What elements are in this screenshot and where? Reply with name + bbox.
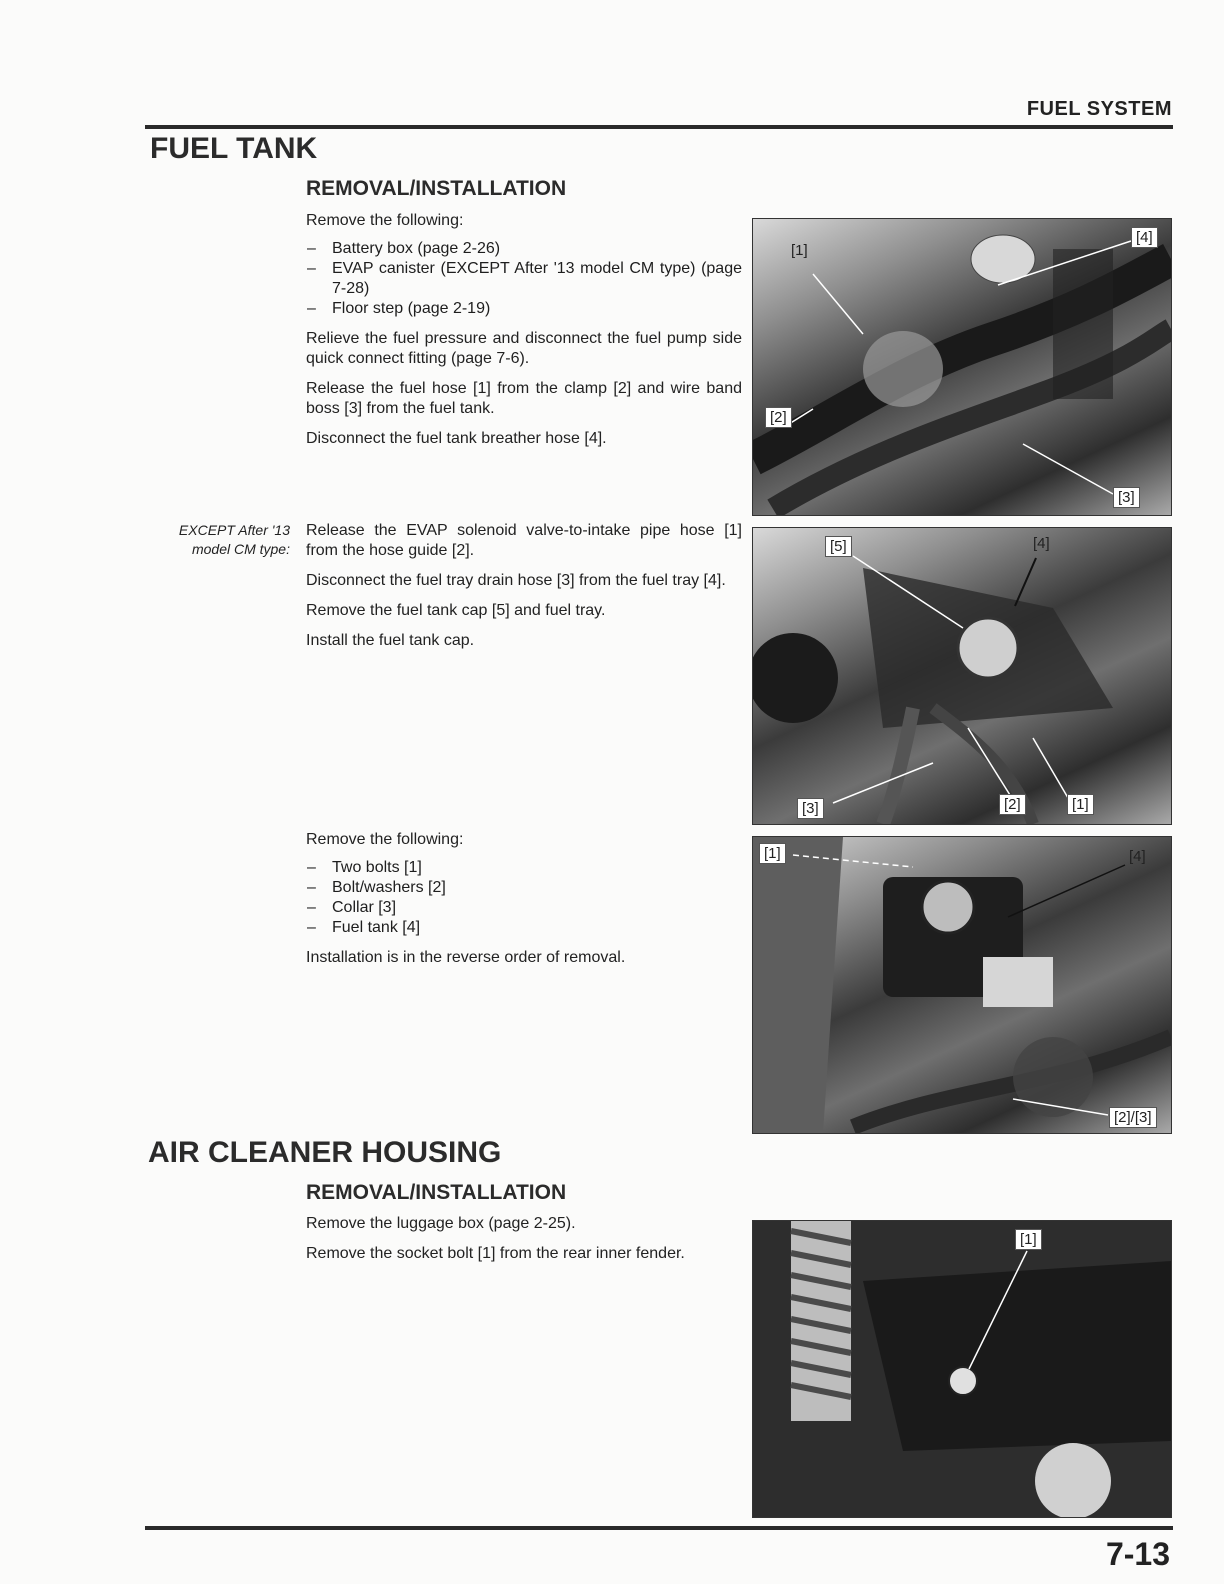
step2-para3: Remove the fuel tank cap [5] and fuel tray.: [306, 602, 606, 619]
step3-intro: Remove the following:: [306, 831, 464, 848]
callout-label: [3]: [797, 798, 824, 819]
list-item: – EVAP canister (EXCEPT After '13 model CM type) (page 7-28): [306, 259, 742, 299]
callout-label: [2]: [765, 407, 792, 428]
step2-para4: Install the fuel tank cap.: [306, 632, 475, 649]
step2-text: [306, 521, 742, 651]
step1-intro: Remove the following:: [306, 212, 464, 229]
step3-para1: Installation is in the reverse order of removal.: [306, 949, 626, 966]
photo-fuel-tray: [752, 527, 1172, 825]
page-number: 7-13: [1105, 1536, 1170, 1572]
photo-fuel-hose-art: [753, 219, 1171, 515]
step2-para1: Release the EVAP solenoid valve-to-intake pipe hose [1] from the hose guide [2].: [306, 522, 742, 559]
step3-list: [306, 858, 742, 938]
callout-label: [5]: [825, 536, 852, 557]
callout-label: [4]: [1033, 535, 1050, 552]
air-cleaner-title: AIR CLEANER HOUSING: [148, 1136, 502, 1169]
air-cleaner-para2: Remove the socket bolt [1] from the rear inner fender.: [306, 1245, 685, 1262]
section-header: FUEL SYSTEM: [1026, 98, 1172, 120]
air-cleaner-para1: Remove the luggage box (page 2-25).: [306, 1215, 576, 1232]
list-item: – Fuel tank [4]: [306, 918, 742, 938]
step1-para1: Relieve the fuel pressure and disconnect the fuel pump side quick connect fitting (page 7-6).: [306, 330, 742, 367]
air-cleaner-subtitle: REMOVAL/INSTALLATION: [306, 1181, 567, 1204]
callout-label: [2]: [999, 794, 1026, 815]
header-rule: [145, 125, 1173, 129]
list-item: – Bolt/washers [2]: [306, 878, 742, 898]
footer-rule: [145, 1526, 1173, 1530]
photo-rear-fender-art: [753, 1221, 1171, 1517]
step1-list: [306, 239, 742, 319]
fuel-tank-subtitle: REMOVAL/INSTALLATION: [306, 177, 567, 200]
callout-label: [2]/[3]: [1109, 1107, 1157, 1128]
list-item: – Battery box (page 2-26): [306, 239, 742, 259]
list-item: – Floor step (page 2-19): [306, 299, 742, 319]
step1-para3: Disconnect the fuel tank breather hose [4].: [306, 430, 607, 447]
photo-rear-fender: [752, 1220, 1172, 1518]
callout-label: [4]: [1131, 227, 1158, 248]
air-cleaner-text: [306, 1214, 742, 1264]
callout-label: [1]: [1015, 1229, 1042, 1250]
step3-text: [306, 830, 742, 968]
photo-fuel-hose: [752, 218, 1172, 516]
step1-para2: Release the fuel hose [1] from the clamp [2] and wire band boss [3] from the fuel tank.: [306, 380, 742, 417]
step1-text: [306, 211, 742, 449]
fuel-tank-title: FUEL TANK: [150, 132, 318, 165]
side-note: EXCEPT After '13 model CM type:: [178, 522, 290, 557]
callout-label: [4]: [1129, 848, 1146, 865]
callout-label: [1]: [759, 843, 786, 864]
step2-para2: Disconnect the fuel tray drain hose [3] from the fuel tray [4].: [306, 572, 726, 589]
photo-fuel-tank-bolts: [752, 836, 1172, 1134]
list-item: – Collar [3]: [306, 898, 742, 918]
shock-spring: [791, 1221, 851, 1421]
photo-fuel-tray-art: [753, 528, 1171, 824]
callout-label: [1]: [791, 242, 808, 259]
callout-label: [3]: [1113, 487, 1140, 508]
photo-fuel-tank-bolts-art: [753, 837, 1171, 1133]
callout-label: [1]: [1067, 794, 1094, 815]
list-item: – Two bolts [1]: [306, 858, 742, 878]
